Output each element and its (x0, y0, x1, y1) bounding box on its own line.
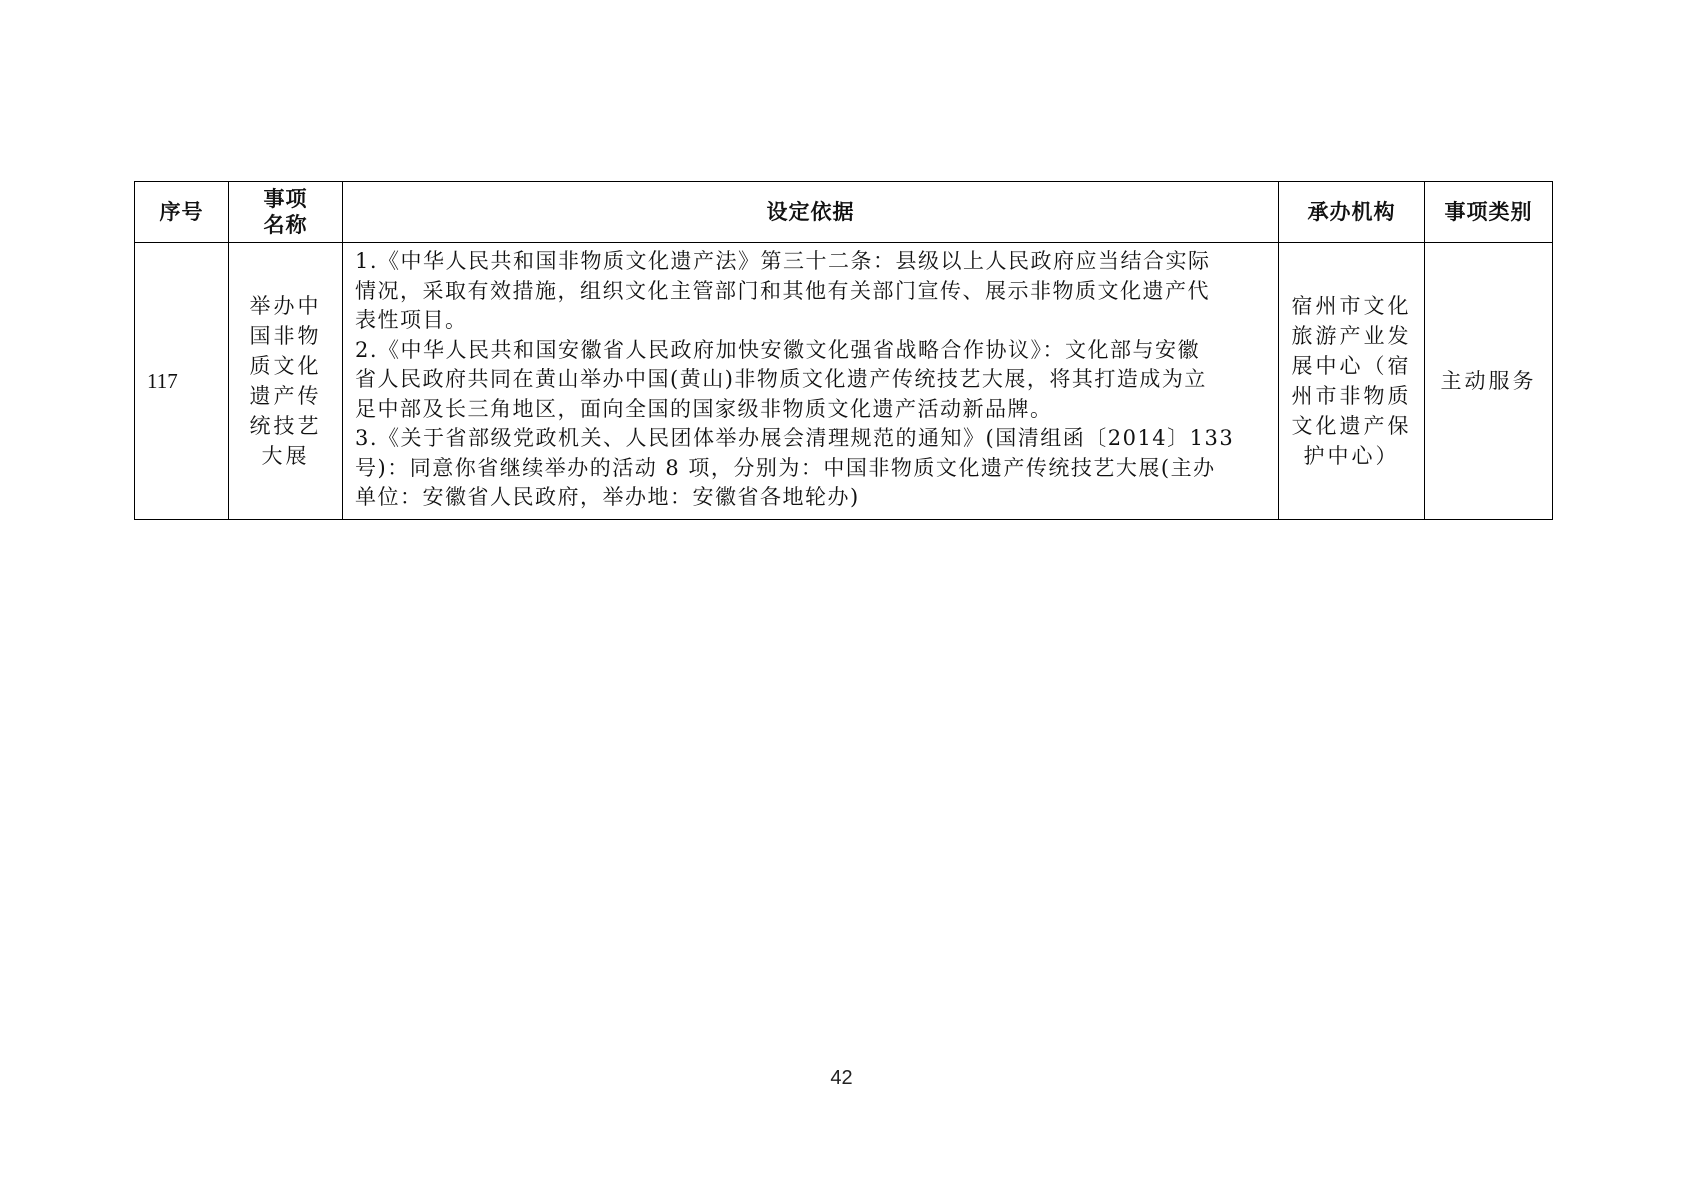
item-name-line: 大展 (261, 444, 310, 468)
matters-table (134, 181, 1553, 520)
header-item-name (229, 182, 343, 243)
header-organization: 承办机构 (1279, 182, 1425, 243)
basis-line: 足中部及长三角地区，面向全国的国家级非物质文化遗产活动新品牌。 (355, 396, 1053, 421)
table-row (135, 243, 1553, 520)
basis-line: 情况，采取有效措施，组织文化主管部门和其他有关部门宣传、展示非物质文化遗产代 (355, 278, 1210, 303)
header-item-name-line1: 事项 (263, 187, 308, 211)
organization-cell (1279, 243, 1425, 520)
item-name-cell (229, 243, 343, 520)
organization-line: 文化遗产保 (1291, 414, 1412, 438)
item-name-line: 国非物 (249, 324, 322, 348)
item-name-line: 统技艺 (249, 414, 322, 438)
basis-line: 表性项目。 (355, 308, 468, 332)
organization-line: 州市非物质 (1291, 384, 1412, 408)
item-name-line: 遗产传 (249, 384, 322, 408)
organization-line: 旅游产业发 (1291, 324, 1412, 348)
category-cell: 主动服务 (1425, 243, 1553, 520)
organization-line: 宿州市文化 (1291, 294, 1412, 318)
organization-line: 护中心） (1303, 444, 1400, 468)
item-name-line: 举办中 (249, 294, 322, 318)
header-item-name-line2: 名称 (263, 213, 308, 237)
page-number: 42 (830, 1067, 853, 1089)
serial-number-cell: 117 (135, 243, 229, 520)
header-basis: 设定依据 (343, 182, 1279, 243)
basis-line: 号)：同意你省继续举办的活动 8 项，分别为：中国非物质文化遗产传统技艺大展(主办 (355, 455, 1216, 480)
table-header-row (135, 182, 1553, 243)
header-serial-number: 序号 (135, 182, 229, 243)
item-name-line: 质文化 (249, 354, 322, 378)
organization-line: 展中心（宿 (1291, 354, 1412, 378)
basis-line: 2.《中华人民共和国安徽省人民政府加快安徽文化强省战略合作协议》：文化部与安徽 (355, 337, 1201, 362)
basis-cell (343, 243, 1279, 520)
header-category: 事项类别 (1425, 182, 1553, 243)
basis-line: 3.《关于省部级党政机关、人民团体举办展会清理规范的通知》(国清组函〔2014〕133 (355, 426, 1235, 450)
basis-line: 省人民政府共同在黄山举办中国(黄山)非物质文化遗产传统技艺大展，将其打造成为立 (355, 367, 1207, 391)
basis-line: 1.《中华人民共和国非物质文化遗产法》第三十二条：县级以上人民政府应当结合实际 (355, 249, 1211, 273)
basis-line: 单位：安徽省人民政府，举办地：安徽省各地轮办) (355, 485, 860, 509)
